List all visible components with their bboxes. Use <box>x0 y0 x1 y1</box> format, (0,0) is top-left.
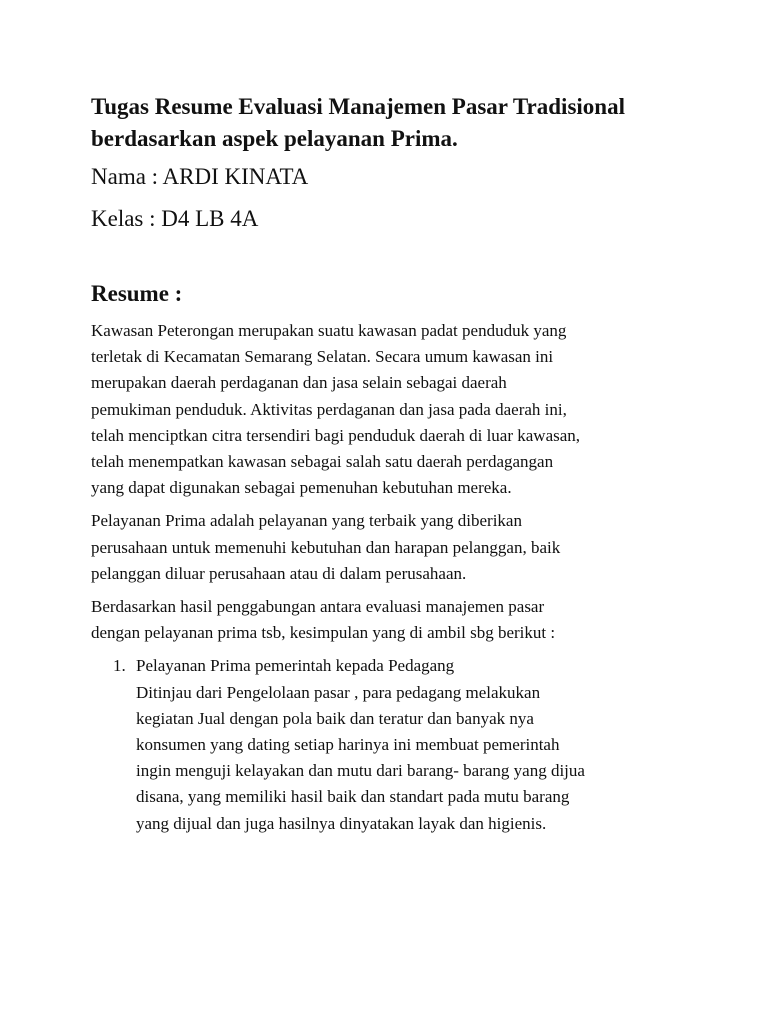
paragraph-line: telah menempatkan kawasan sebagai salah satu daerah perdagangan <box>91 452 554 472</box>
paragraph-line: terletak di Kecamatan Semarang Selatan. Secara umum kawasan ini <box>91 347 554 367</box>
paragraph-line: yang dapat digunakan sebagai pemenuhan kebutuhan mereka. <box>91 478 512 498</box>
list-item-line: disana, yang memiliki hasil baik dan standart pada mutu barang <box>136 787 570 807</box>
list-item-line: konsumen yang dating setiap harinya ini membuat pemerintah <box>136 735 560 755</box>
resume-heading: Resume : <box>91 281 183 306</box>
list-item-line: yang dijual dan juga hasilnya dinyatakan layak dan higienis. <box>136 813 547 833</box>
list-item-number: 1. <box>113 656 126 676</box>
conclusion-list <box>91 653 708 836</box>
list-item-line: Ditinjau dari Pengelolaan pasar , para pedagang melakukan <box>136 682 541 702</box>
paragraph-line: merupakan daerah perdaganan dan jasa selain sebagai daerah <box>91 373 507 393</box>
paragraph-1 <box>91 318 708 501</box>
paragraph-line: Berdasarkan hasil penggabungan antara evaluasi manajemen pasar <box>91 597 545 617</box>
paragraph-line: pemukiman penduduk. Aktivitas perdaganan dan jasa pada daerah ini, <box>91 399 567 419</box>
paragraph-line: pelanggan diluar perusahaan atau di dalam perusahaan. <box>91 563 467 583</box>
paragraph-line: telah menciptkan citra tersendiri bagi penduduk daerah di luar kawasan, <box>91 425 581 445</box>
list-item-line: kegiatan Jual dengan pola baik dan teratur dan banyak nya <box>136 708 534 728</box>
paragraph-line: Kawasan Peterongan merupakan suatu kawasan padat penduduk yang <box>91 321 567 340</box>
student-name: Nama : ARDI KINATA <box>91 164 309 189</box>
student-class: Kelas : D4 LB 4A <box>91 206 259 231</box>
paragraph-3 <box>91 594 708 646</box>
document-title-line-2: berdasarkan aspek pelayanan Prima. <box>91 126 458 151</box>
paragraph-line: dengan pelayanan prima tsb, kesimpulan yang di ambil sbg berikut : <box>91 623 556 643</box>
list-item-line: ingin menguji kelayakan dan mutu dari barang- barang yang dijua <box>136 761 585 781</box>
list-item-line: Pelayanan Prima pemerintah kepada Pedagang <box>136 656 455 676</box>
paragraph-line: Pelayanan Prima adalah pelayanan yang terbaik yang diberikan <box>91 511 522 531</box>
paragraph-2 <box>91 508 708 587</box>
list-item <box>91 653 708 836</box>
paragraph-line: perusahaan untuk memenuhi kebutuhan dan harapan pelanggan, baik <box>91 537 561 557</box>
document-title-line-1: Tugas Resume Evaluasi Manajemen Pasar Tradisional <box>91 94 625 119</box>
